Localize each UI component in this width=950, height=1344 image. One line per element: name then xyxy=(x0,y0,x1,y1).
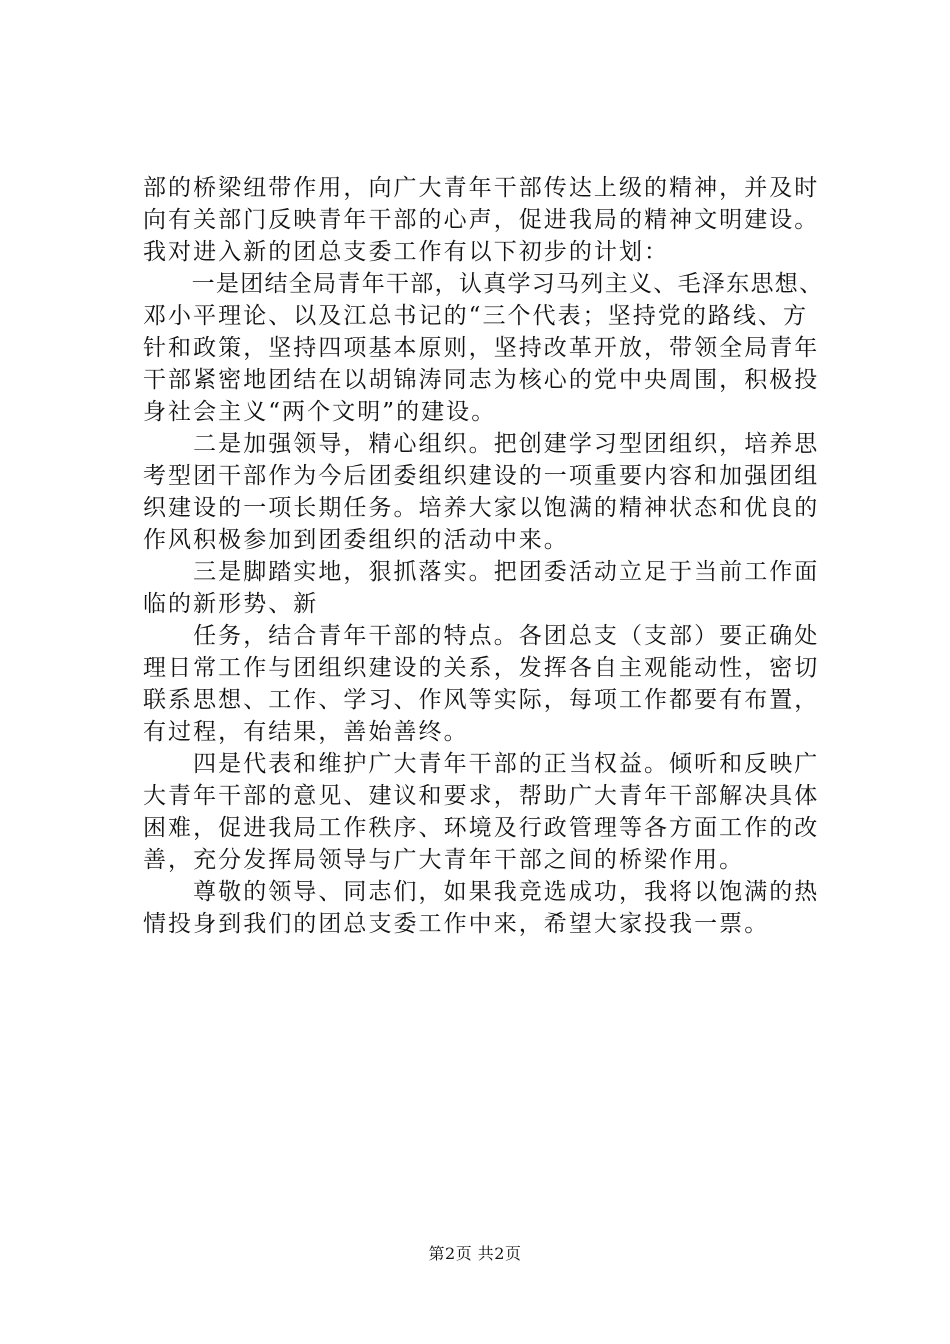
text-line: 身社会主义“两个文明”的建设。 xyxy=(143,399,497,425)
page-number-footer: 第2页 共2页 xyxy=(428,1244,522,1263)
text-line: 向有关部门反映青年干部的心声，促进我局的精神文明建设。 xyxy=(143,207,820,233)
text-line: 考型团干部作为今后团委组织建设的一项重要内容和加强团组 xyxy=(143,463,820,489)
text-line: 二是加强领导，精心组织。把创建学习型团组织，培养思 xyxy=(143,431,820,457)
text-line: 联系思想、工作、学习、作风等实际，每项工作都要有布置， xyxy=(143,687,820,713)
text-line: 临的新形势、新 xyxy=(143,591,319,617)
text-line: 四是代表和维护广大青年干部的正当权益。倾听和反映广 xyxy=(143,751,820,777)
text-line: 善，充分发挥局领导与广大青年干部之间的桥梁作用。 xyxy=(143,847,745,873)
text-line: 困难，促进我局工作秩序、环境及行政管理等各方面工作的改 xyxy=(143,815,820,841)
text-line: 理日常工作与团组织建设的关系，发挥各自主观能动性，密切 xyxy=(143,655,820,681)
text-line: 作风积极参加到团委组织的活动中来。 xyxy=(143,527,569,553)
text-line: 有过程，有结果，善始善终。 xyxy=(143,719,469,745)
text-line: 一是团结全局青年干部，认真学习马列主义、毛泽东思想、 xyxy=(143,271,824,297)
text-line: 任务，结合青年干部的特点。各团总支（支部）要正确处 xyxy=(143,623,820,649)
text-line: 织建设的一项长期任务。培养大家以饱满的精神状态和优良的 xyxy=(143,495,820,521)
text-line: 情投身到我们的团总支委工作中来，希望大家投我一票。 xyxy=(143,911,770,937)
text-line: 大青年干部的意见、建议和要求，帮助广大青年干部解决具体 xyxy=(143,783,820,809)
document-body xyxy=(143,172,843,940)
text-line: 我对进入新的团总支委工作有以下初步的计划： xyxy=(143,239,670,265)
text-line: 邓小平理论、以及江总书记的“三个代表；坚持党的路线、方 xyxy=(143,303,809,329)
text-line: 尊敬的领导、同志们，如果我竞选成功，我将以饱满的热 xyxy=(143,879,820,905)
text-line: 三是脚踏实地，狠抓落实。把团委活动立足于当前工作面 xyxy=(143,559,820,585)
text-line: 干部紧密地团结在以胡锦涛同志为核心的党中央周围，积极投 xyxy=(143,367,820,393)
text-line: 针和政策，坚持四项基本原则，坚持改革开放，带领全局青年 xyxy=(143,335,820,361)
text-line: 部的桥梁纽带作用，向广大青年干部传达上级的精神，并及时 xyxy=(143,175,820,201)
